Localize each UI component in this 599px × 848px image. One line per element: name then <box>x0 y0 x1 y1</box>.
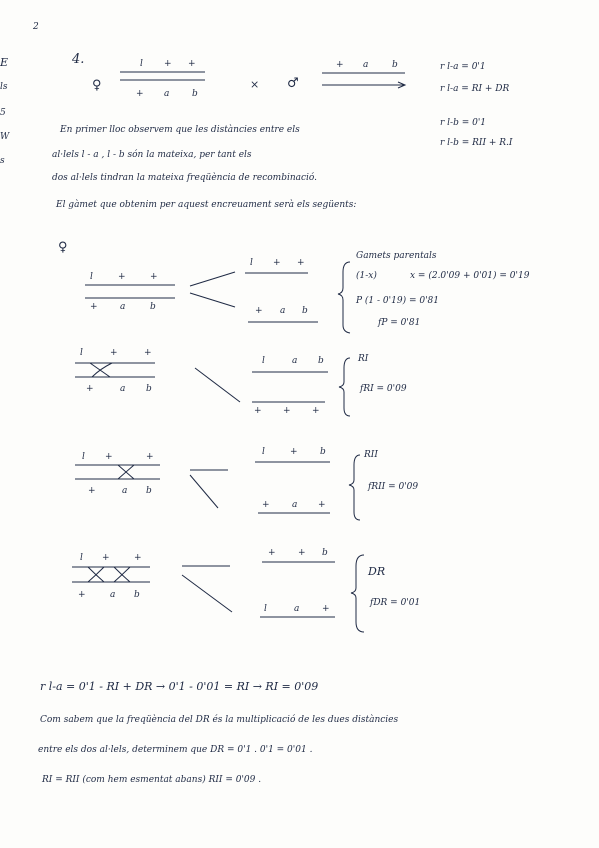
margin-mark: ls <box>0 82 8 92</box>
rii-label: RII <box>364 450 378 460</box>
dr-arrow-diagonal <box>182 575 232 612</box>
allele-label: + <box>134 553 142 563</box>
allele-label: + <box>255 306 263 316</box>
allele-label: + <box>262 500 270 510</box>
female-icon: ♀ <box>58 240 68 255</box>
rii-frequency: fRII = 0'09 <box>368 482 419 492</box>
allele-label: + <box>86 384 94 394</box>
paragraph-line: En primer lloc observem que les distàncies entre els <box>60 125 300 135</box>
allele-label: + <box>78 590 86 600</box>
allele-label: + <box>164 59 172 69</box>
allele-label: + <box>146 452 154 462</box>
allele-label: + <box>336 60 344 70</box>
allele-label: b <box>318 356 324 366</box>
dr-frequency: fDR = 0'01 <box>370 598 421 608</box>
allele-label: a <box>120 384 126 394</box>
allele-label: a <box>292 356 298 366</box>
allele-label: l <box>262 447 265 457</box>
allele-label: a <box>122 486 128 496</box>
problem-number: 4. <box>72 52 85 67</box>
female-icon: ♀ <box>92 78 102 93</box>
allele-label: l <box>80 348 83 358</box>
male-icon: ♂ <box>287 76 299 91</box>
allele-label: a <box>292 500 298 510</box>
distance-lb-sum: r l-b = RII + R.I <box>440 138 513 148</box>
allele-label: + <box>290 447 298 457</box>
dr-brace-icon <box>351 555 364 632</box>
allele-label: a <box>363 60 369 70</box>
allele-label: b <box>322 548 328 558</box>
cross-icon: × <box>250 78 260 91</box>
allele-label: + <box>150 272 158 282</box>
distance-lb: r l-b = 0'1 <box>440 118 487 128</box>
allele-label: + <box>144 348 152 358</box>
dr-label: DR <box>368 565 386 578</box>
ri-frequency: fRI = 0'09 <box>360 384 407 394</box>
allele-label: + <box>88 486 96 496</box>
parental-formula: P (1 - 0'19) = 0'81 <box>356 296 439 306</box>
parental-formula: x = (2.0'09 + 0'01) = 0'19 <box>410 271 530 281</box>
allele-label: b <box>150 302 156 312</box>
allele-label: a <box>164 89 170 99</box>
allele-label: + <box>254 406 262 416</box>
allele-label: b <box>146 384 152 394</box>
margin-mark: 5 <box>0 108 6 118</box>
allele-label: l <box>250 258 253 268</box>
allele-label: l <box>140 59 143 69</box>
paragraph-line: al·lels l - a , l - b són la mateixa, per tant els <box>52 150 252 160</box>
paragraph-line: dos al·lels tindran la mateixa freqüència de recombinació. <box>52 173 318 183</box>
margin-mark: W <box>0 132 10 142</box>
allele-label: + <box>268 548 276 558</box>
corner-mark: 2 <box>33 22 39 32</box>
allele-label: + <box>90 302 98 312</box>
allele-label: a <box>280 306 286 316</box>
parental-frequency: fP = 0'81 <box>378 318 421 328</box>
allele-label: l <box>262 356 265 366</box>
allele-label: a <box>294 604 300 614</box>
parental-brace-icon <box>338 262 350 333</box>
allele-label: + <box>322 604 330 614</box>
conclusion-line: entre els dos al·lels, determinem que DR = 0'1 . 0'1 = 0'01 . <box>38 745 313 755</box>
allele-label: a <box>110 590 116 600</box>
allele-label: + <box>105 452 113 462</box>
conclusion-line: RI = RII (com hem esmentat abans) RII = 0'09 . <box>42 775 262 785</box>
allele-label: a <box>120 302 126 312</box>
margin-mark: E <box>0 56 9 69</box>
allele-label: b <box>302 306 308 316</box>
allele-label: + <box>136 89 144 99</box>
allele-label: b <box>134 590 140 600</box>
allele-label: b <box>146 486 152 496</box>
allele-label: l <box>80 553 83 563</box>
allele-label: + <box>110 348 118 358</box>
allele-label: b <box>392 60 398 70</box>
ri-brace-icon <box>339 358 350 416</box>
distance-la: r l-a = 0'1 <box>440 62 486 72</box>
allele-label: b <box>320 447 326 457</box>
allele-label: l <box>82 452 85 462</box>
parental-label: Gamets parentals <box>356 251 437 261</box>
allele-label: b <box>192 89 198 99</box>
paragraph-line: El gàmet que obtenim per aquest encreuament serà els següents: <box>56 200 357 210</box>
allele-label: + <box>102 553 110 563</box>
allele-label: + <box>298 548 306 558</box>
allele-label: + <box>273 258 281 268</box>
rii-arrow-diagonal <box>190 475 218 508</box>
conclusion-equation: r l-a = 0'1 - RI + DR → 0'1 - 0'01 = RI → RI = 0'09 <box>40 680 319 693</box>
rii-brace-icon <box>349 455 360 520</box>
ri-arrow <box>195 368 240 402</box>
ri-label: RI <box>358 354 369 364</box>
parental-label-x: (1-x) <box>356 271 377 281</box>
parental-arrow-up <box>190 272 235 286</box>
allele-label: + <box>312 406 320 416</box>
distance-la-sum: r l-a = RI + DR <box>440 84 510 94</box>
margin-mark: s <box>0 156 5 166</box>
allele-label: + <box>297 258 305 268</box>
conclusion-line: Com sabem que la freqüència del DR és la multiplicació de les dues distàncies <box>40 715 399 725</box>
allele-label: l <box>90 272 93 282</box>
allele-label: l <box>264 604 267 614</box>
allele-label: + <box>283 406 291 416</box>
allele-label: + <box>188 59 196 69</box>
parental-arrow-down <box>190 293 235 307</box>
allele-label: + <box>118 272 126 282</box>
allele-label: + <box>318 500 326 510</box>
